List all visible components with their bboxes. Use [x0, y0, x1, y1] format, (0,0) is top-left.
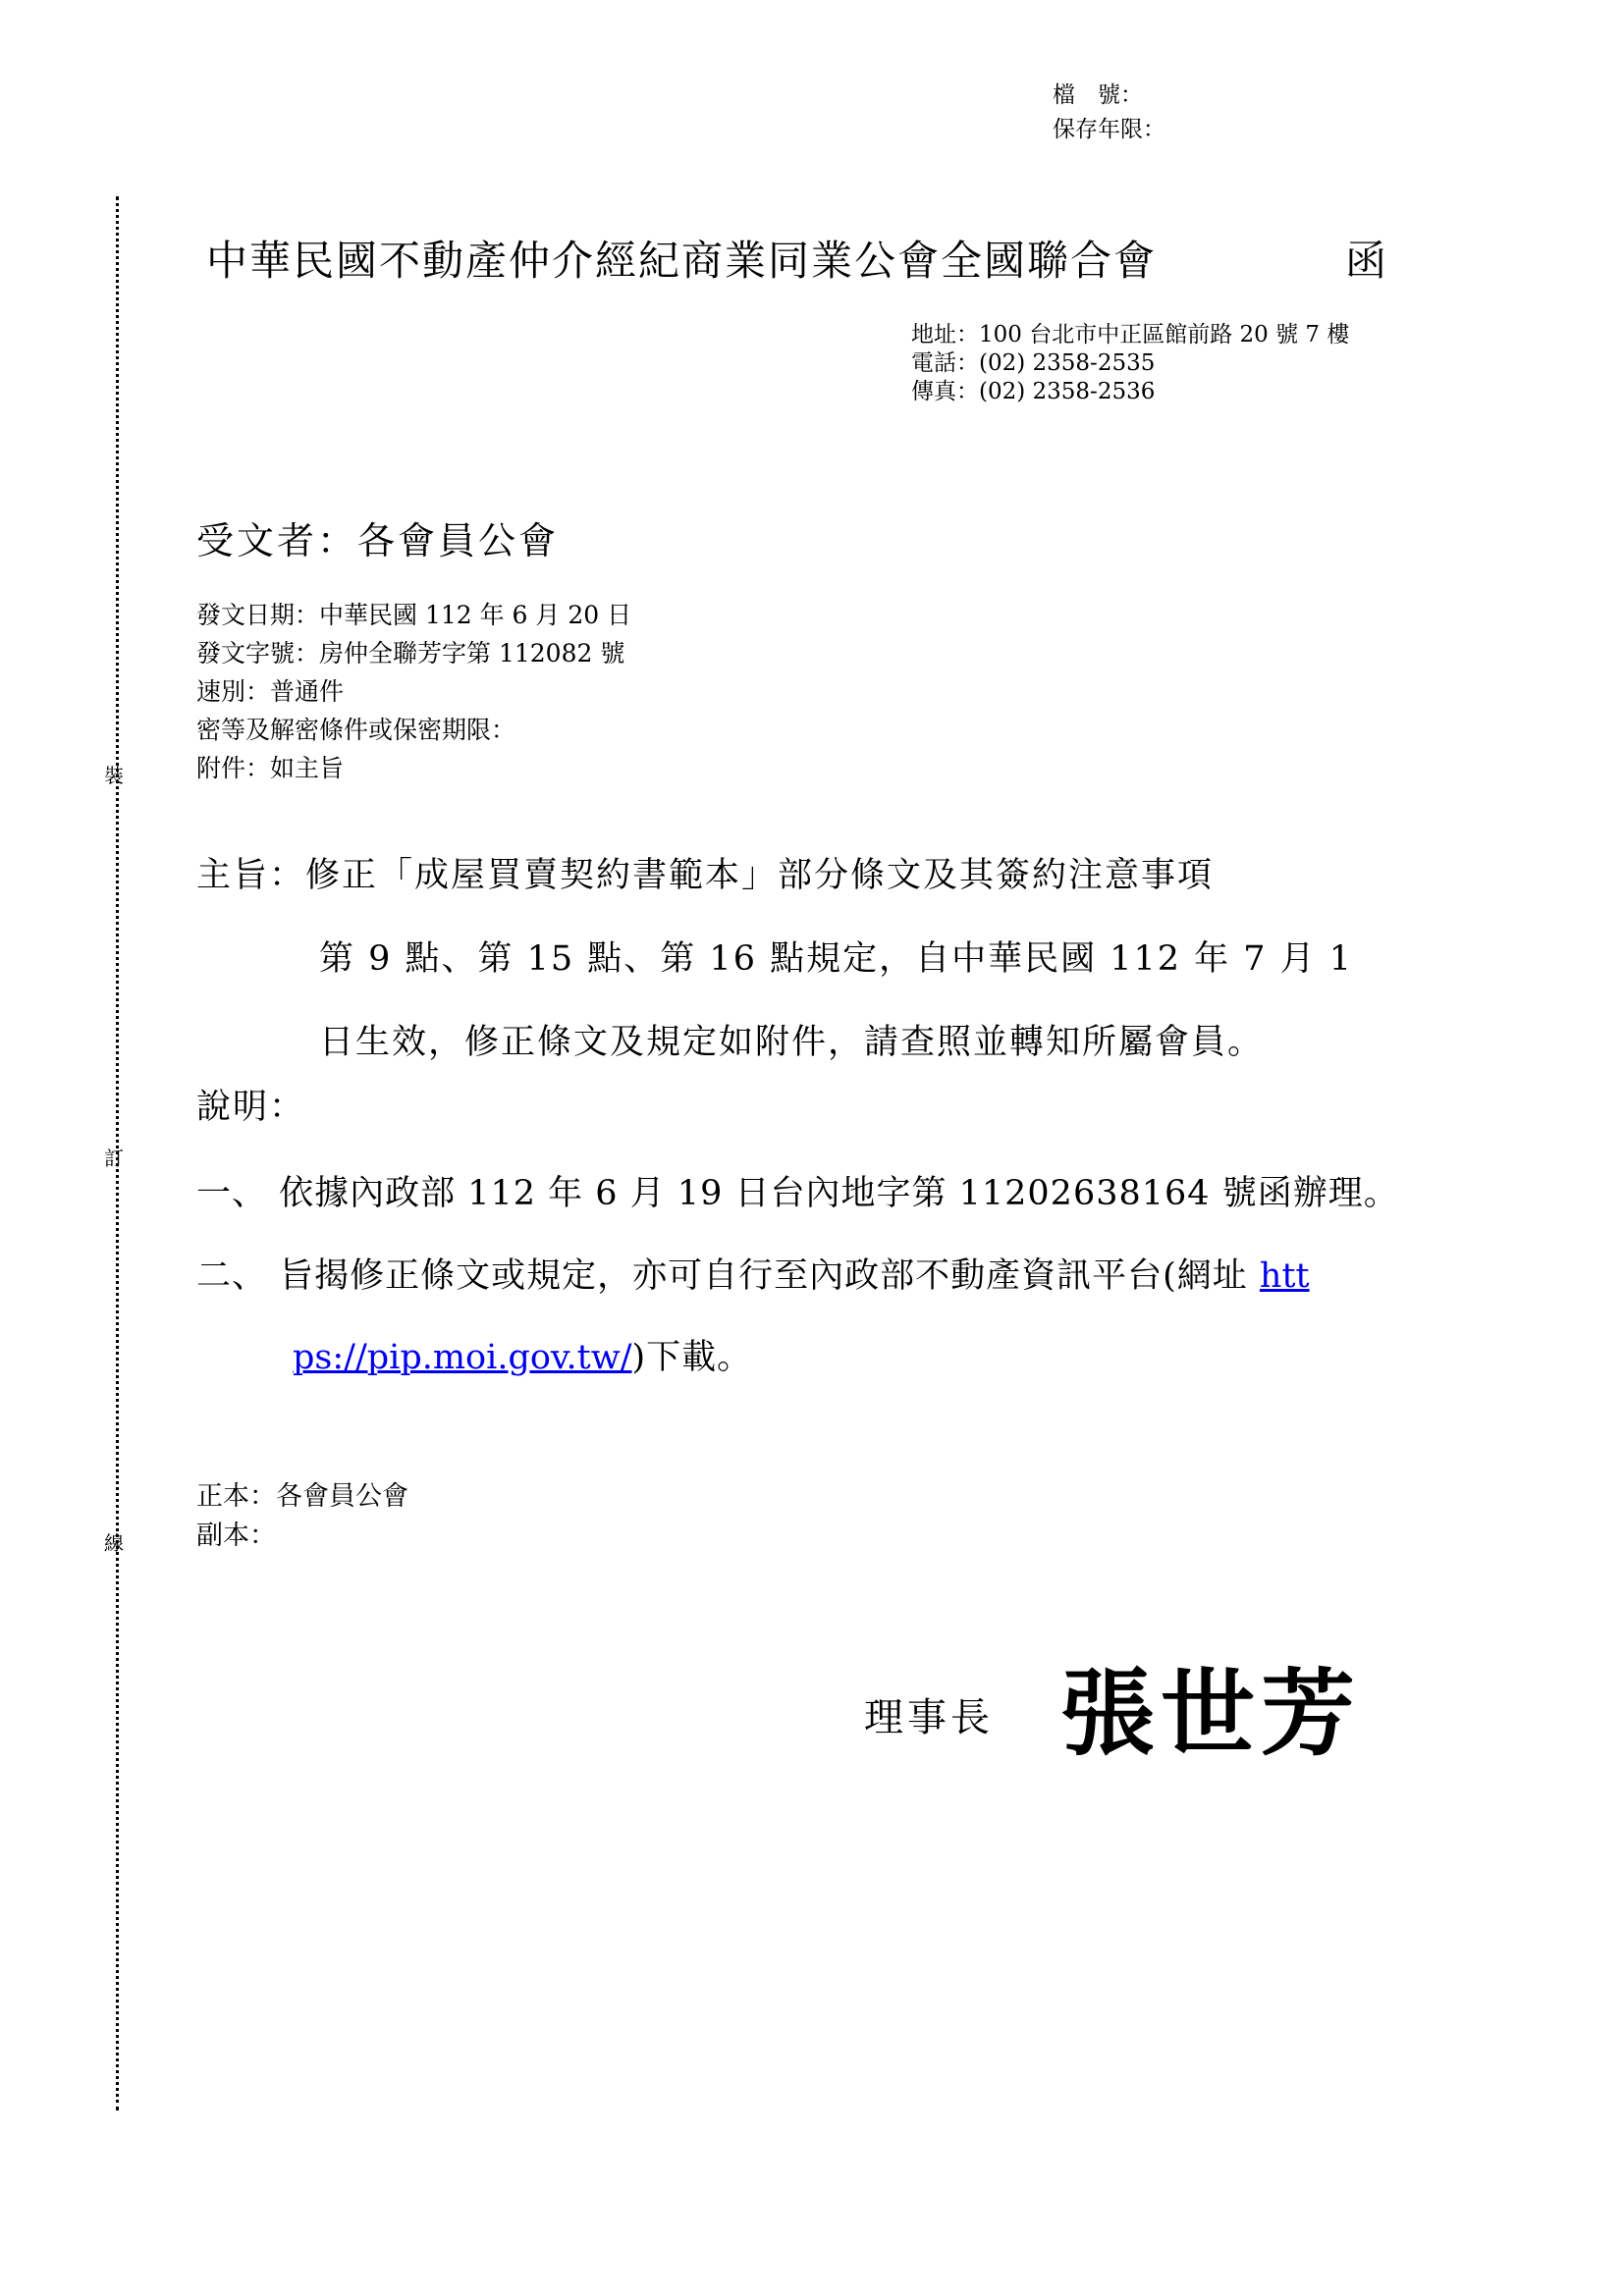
explanation-item-1: 一、 依據內政部 112 年 6 月 19 日台內地字第 11202638164 號函辦理。: [196, 1174, 1399, 1213]
subject-line-2: 第 9 點、第 15 點、第 16 點規定，自中華民國 112 年 7 月 1: [319, 939, 1354, 979]
binding-char-ding: 訂: [104, 1147, 124, 1170]
explanation-item-2-continued: [293, 1330, 752, 1379]
explanation-item-2-text: 二、 旨揭修正條文或規定，亦可自行至內政部不動產資訊平台(網址: [196, 1256, 1260, 1296]
platform-link[interactable]: ps://pip.moi.gov.tw/: [293, 1338, 632, 1377]
chairperson-title: 理事長: [864, 1695, 994, 1740]
chairperson-signature: 張世芳: [1060, 1658, 1361, 1769]
binding-char-xian: 線: [104, 1531, 124, 1555]
fax: 傳真：(02) 2358-2536: [911, 379, 1156, 404]
issue-date: 發文日期：中華民國 112 年 6 月 20 日: [196, 601, 632, 629]
secrecy-level: 密等及解密條件或保密期限：: [196, 716, 516, 744]
original-recipients: 正本：各會員公會: [196, 1481, 408, 1512]
subject: [196, 834, 1353, 1085]
file-info: [1053, 79, 1165, 147]
binding-char-zhuang: 裝: [104, 764, 124, 787]
copy-recipients: 副本：: [196, 1521, 276, 1551]
file-number-label: 檔 號：: [1053, 82, 1143, 108]
document-type: 函: [1345, 237, 1387, 285]
distribution: [196, 1477, 408, 1556]
speed-class: 速別：普通件: [196, 677, 345, 706]
retention-label: 保存年限：: [1053, 117, 1165, 142]
subject-line-3: 日生效，修正條文及規定如附件，請查照並轉知所屬會員。: [319, 1023, 1265, 1062]
document-meta: [196, 596, 631, 787]
explanation-item-2: [196, 1249, 1310, 1298]
subject-line-1: 主旨：修正「成屋買賣契約書範本」部分條文及其簽約注意事項: [196, 856, 1215, 895]
phone: 電話：(02) 2358-2535: [911, 350, 1156, 376]
explanation-item-2-suffix: )下載。: [631, 1338, 753, 1377]
explanation-heading: 說明：: [196, 1088, 306, 1127]
recipient: 受文者：各會員公會: [196, 519, 560, 562]
address: 地址：100 台北市中正區館前路 20 號 7 樓: [911, 322, 1350, 347]
organization-title: 中華民國不動產仲介經紀商業同業公會全國聯合會: [206, 237, 1158, 285]
document-number: 發文字號：房仲全聯芳字第 112082 號: [196, 639, 625, 667]
attachment: 附件：如主旨: [196, 754, 345, 782]
contact-info: [911, 321, 1349, 406]
platform-link-start[interactable]: htt: [1259, 1256, 1310, 1296]
